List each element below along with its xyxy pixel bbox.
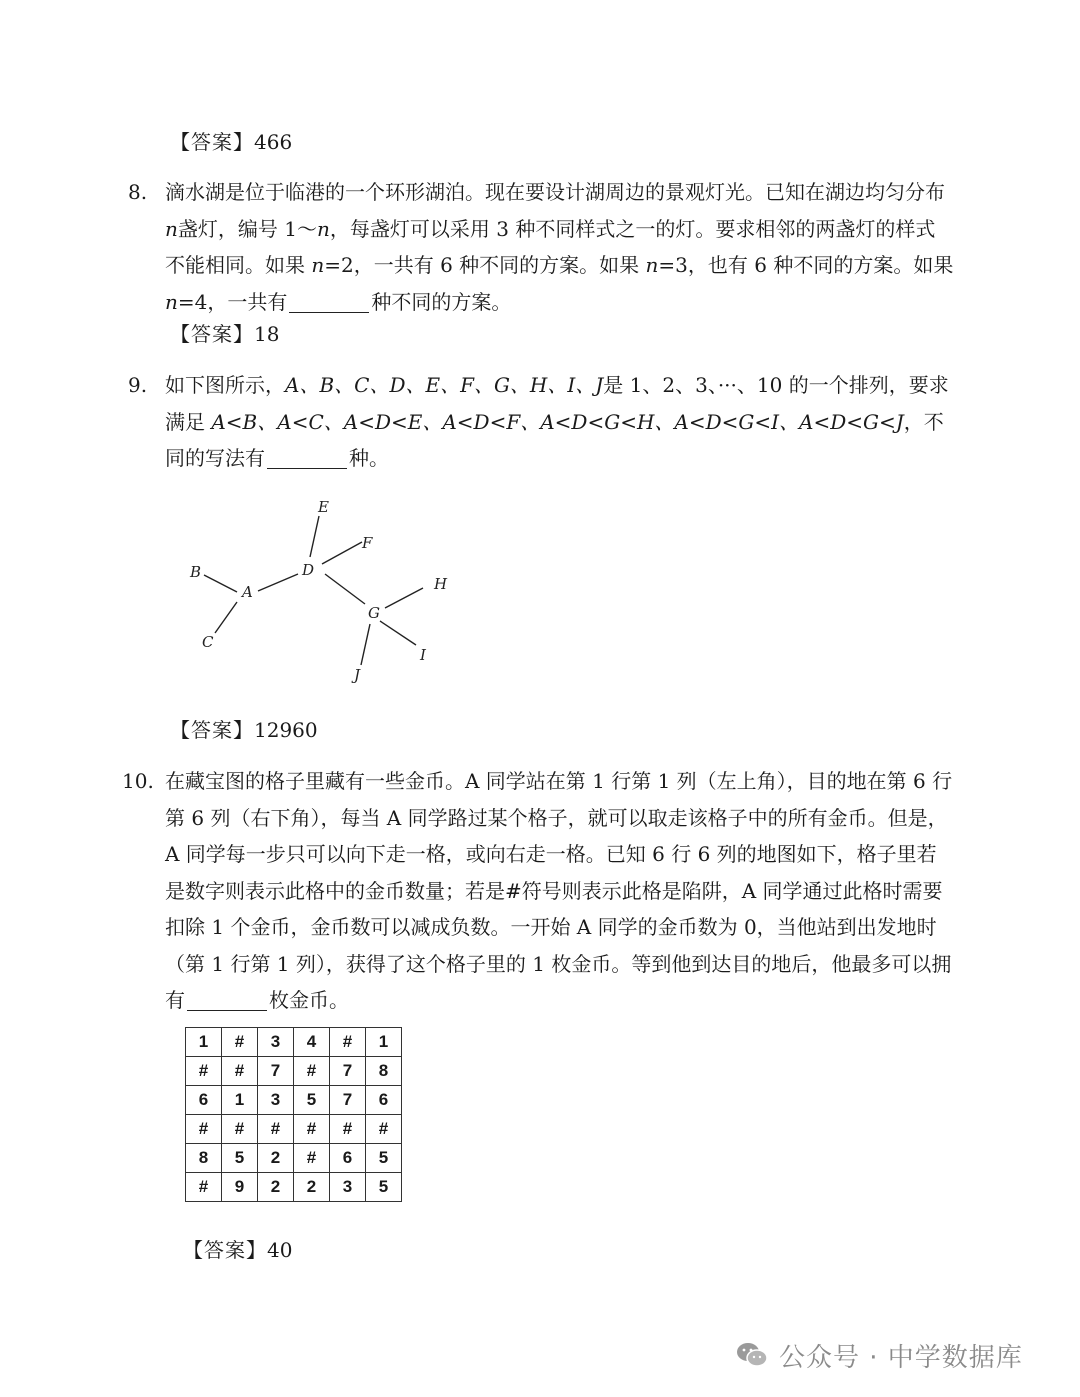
- node-a: A: [242, 583, 253, 601]
- grid-cell: 1: [222, 1086, 258, 1115]
- question-10-number: 10.: [122, 769, 154, 793]
- grid-cell: 2: [258, 1173, 294, 1202]
- answer-prev: [170, 124, 292, 160]
- grid-cell: 1: [186, 1028, 222, 1057]
- grid-cell: 7: [330, 1057, 366, 1086]
- grid-cell: #: [294, 1144, 330, 1173]
- node-c: C: [202, 633, 214, 651]
- grid-cell: #: [294, 1115, 330, 1144]
- grid-cell: 2: [294, 1173, 330, 1202]
- treasure-grid: [185, 1027, 402, 1202]
- grid-cell: #: [222, 1057, 258, 1086]
- grid-cell: #: [330, 1115, 366, 1144]
- node-g: G: [368, 604, 380, 622]
- node-b: B: [190, 563, 202, 581]
- grid-row: [186, 1144, 402, 1173]
- wechat-icon: [735, 1340, 769, 1370]
- grid-cell: #: [258, 1115, 294, 1144]
- grid-cell: 5: [294, 1086, 330, 1115]
- grid-row: [186, 1028, 402, 1057]
- edge-g-h: [385, 588, 423, 608]
- grid-cell: #: [222, 1115, 258, 1144]
- grid-cell: 9: [222, 1173, 258, 1202]
- grid-cell: 6: [330, 1144, 366, 1173]
- grid-cell: #: [222, 1028, 258, 1057]
- answer-tag: 【答案】: [170, 718, 254, 742]
- answer-blank: [187, 988, 267, 1011]
- grid-row: [186, 1115, 402, 1144]
- grid-cell: #: [186, 1057, 222, 1086]
- edge-a-b: [204, 575, 237, 592]
- grid-cell: 5: [222, 1144, 258, 1173]
- node-j: J: [354, 666, 361, 684]
- node-e: E: [318, 498, 329, 516]
- edge-g-j: [361, 624, 370, 665]
- question-10-text: 在藏宝图的格子里藏有一些金币。A 同学站在第 1 行第 1 列（左上角），目的地在第 6 行第 6 列（右下角），每当 A 同学路过某个格子，就可以取走该格子中的所有金币。但是，A 同学每一步只可以向下走一格，或向右走一格。已知 6 行 6 列的地图如下，格子里若是数字则表示此格中的金币数量；若是#符号则表示此格是陷阱，A 同学通过此格时需要扣除 1 个金币，金币数可以减成负数。一开始 A 同学的金币数为 0，当他站到出发地时（第 1 行第 1 列），获得了这个格子里的 1 枚金币。等到他到达目的地后，他最多可以拥有 枚金币。: [165, 769, 953, 1012]
- grid-cell: 8: [366, 1057, 402, 1086]
- answer-tag: 【答案】: [170, 322, 254, 346]
- question-9-text: 如下图所示，A、B、C、D、E、F、G、H、I、J是 1、2、3、···、10 的一个排列，要求满足 A<B、A<C、A<D<E、A<D<F、A<D<G<H、A<D<G<I、A<D<G<J，不同的写法有 种。: [165, 373, 949, 470]
- answer-blank: [267, 446, 347, 469]
- grid-cell: 8: [186, 1144, 222, 1173]
- edge-a-c: [215, 602, 237, 633]
- node-d: D: [302, 561, 315, 579]
- grid-cell: #: [330, 1028, 366, 1057]
- answer-value: 466: [254, 130, 293, 154]
- answer-10: [183, 1232, 292, 1268]
- answer-tag: 【答案】: [183, 1238, 267, 1262]
- grid-cell: 7: [330, 1086, 366, 1115]
- edge-d-f: [322, 542, 362, 564]
- grid-cell: 6: [186, 1086, 222, 1115]
- watermark-text: 公众号 · 中学数据库: [779, 1342, 1023, 1373]
- grid-cell: #: [294, 1057, 330, 1086]
- grid-cell: 5: [366, 1173, 402, 1202]
- answer-value: 12960: [254, 718, 318, 742]
- grid-cell: #: [186, 1173, 222, 1202]
- node-h: H: [434, 575, 448, 593]
- answer-value: 40: [267, 1238, 293, 1262]
- grid-cell: 7: [258, 1057, 294, 1086]
- grid-cell: #: [366, 1115, 402, 1144]
- grid-row: [186, 1057, 402, 1086]
- grid-row: [186, 1086, 402, 1115]
- answer-value: 18: [254, 322, 280, 346]
- grid-cell: 3: [258, 1028, 294, 1057]
- question-8-text: 滴水湖是位于临港的一个环形湖泊。现在要设计湖周边的景观灯光。已知在湖边均匀分布n盏灯，编号 1～n，每盏灯可以采用 3 种不同样式之一的灯。要求相邻的两盏灯的样式不能相同。如果 n=2，一共有 6 种不同的方案。如果 n=3，也有 6 种不同的方案。如果 n=4，一共有 种不同的方案。: [165, 180, 954, 314]
- answer-tag: 【答案】: [170, 130, 254, 154]
- answer-blank: [289, 290, 369, 313]
- edge-d-g: [325, 574, 365, 604]
- edge-g-i: [380, 621, 416, 645]
- question-8-number: 8.: [128, 180, 148, 204]
- grid-row: [186, 1173, 402, 1202]
- answer-9: [170, 712, 318, 748]
- node-i: I: [420, 646, 426, 664]
- tree-edges: [204, 516, 423, 665]
- watermark: [735, 1335, 1023, 1375]
- grid-cell: 2: [258, 1144, 294, 1173]
- grid-cell: 5: [366, 1144, 402, 1173]
- grid-cell: 6: [366, 1086, 402, 1115]
- grid-cell: 1: [366, 1028, 402, 1057]
- edge-d-e: [310, 516, 319, 557]
- grid-cell: 4: [294, 1028, 330, 1057]
- grid-cell: 3: [258, 1086, 294, 1115]
- tree-diagram: [180, 490, 470, 690]
- question-9-number: 9.: [128, 373, 148, 397]
- edge-a-d: [258, 574, 298, 591]
- grid-cell: 3: [330, 1173, 366, 1202]
- answer-8: [170, 316, 279, 352]
- node-f: F: [362, 534, 373, 552]
- grid-cell: #: [186, 1115, 222, 1144]
